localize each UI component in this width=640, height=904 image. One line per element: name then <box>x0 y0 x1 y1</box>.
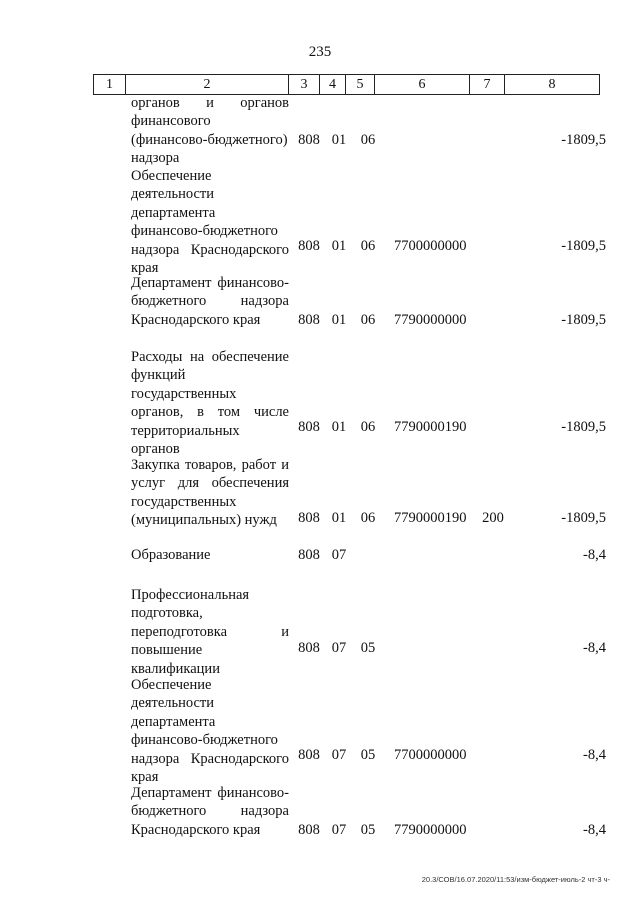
row-subsection-code: 06 <box>360 419 376 435</box>
column-header-8: 8 <box>505 75 600 95</box>
row-section-code: 07 <box>331 547 347 563</box>
row-section-code: 07 <box>331 747 347 763</box>
column-header-6: 6 <box>375 75 470 95</box>
row-ministry-code: 808 <box>298 238 320 254</box>
row-section-code: 07 <box>331 640 347 656</box>
row-ministry-code: 808 <box>298 822 320 838</box>
row-section-code: 01 <box>331 419 347 435</box>
row-target-article: 7700000000 <box>394 747 467 763</box>
column-header-7: 7 <box>470 75 505 95</box>
row-section-code: 07 <box>331 822 347 838</box>
row-ministry-code: 808 <box>298 640 320 656</box>
row-description: Закупка товаров, работ и услуг для обеспечения государственных (муниципальных) нужд <box>131 457 289 529</box>
row-description: Обеспечение деятельности департамента финансово-бюджетного надзора Краснодарского края <box>131 677 289 786</box>
row-subsection-code: 06 <box>360 510 376 526</box>
row-description: Департамент финансово-бюджетного надзора Краснодарского края <box>131 785 289 838</box>
row-amount: -8,4 <box>583 640 606 656</box>
row-amount: -8,4 <box>583 822 606 838</box>
row-amount: -1809,5 <box>561 238 606 254</box>
column-header-3: 3 <box>289 75 320 95</box>
row-description: Профессиональная подготовка, переподготовка и повышение квалификации <box>131 587 289 677</box>
column-header-2: 2 <box>126 75 289 95</box>
column-header-1: 1 <box>94 75 126 95</box>
row-section-code: 01 <box>331 132 347 148</box>
row-section-code: 01 <box>331 312 347 328</box>
row-target-article: 7790000190 <box>394 510 467 526</box>
row-description: органов и органов финансового (финансово-бюджетного) надзора <box>131 95 289 167</box>
row-amount: -1809,5 <box>561 132 606 148</box>
row-description: Расходы на обеспечение функций государственных органов, в том числе территориальных органов <box>131 349 289 458</box>
row-target-article: 7700000000 <box>394 238 467 254</box>
row-ministry-code: 808 <box>298 510 320 526</box>
row-description: Обеспечение деятельности департамента финансово-бюджетного надзора Краснодарского края <box>131 168 289 277</box>
row-subsection-code: 05 <box>360 640 376 656</box>
row-amount: -1809,5 <box>561 419 606 435</box>
row-subsection-code: 05 <box>360 822 376 838</box>
row-subsection-code: 06 <box>360 132 376 148</box>
row-amount: -8,4 <box>583 547 606 563</box>
row-subsection-code: 05 <box>360 747 376 763</box>
row-subsection-code: 06 <box>360 312 376 328</box>
row-section-code: 01 <box>331 510 347 526</box>
row-expense-type: 200 <box>482 510 504 526</box>
row-ministry-code: 808 <box>298 419 320 435</box>
footer-file-reference: 20.3/СОВ/16.07.2020/11:53/изм-бюджет-июль-2 чт-3 ч- <box>421 875 610 884</box>
row-amount: -1809,5 <box>561 510 606 526</box>
row-ministry-code: 808 <box>298 312 320 328</box>
row-description: Департамент финансово-бюджетного надзора Краснодарского края <box>131 275 289 328</box>
row-target-article: 7790000000 <box>394 312 467 328</box>
row-target-article: 7790000000 <box>394 822 467 838</box>
page-number: 235 <box>308 44 332 60</box>
row-section-code: 01 <box>331 238 347 254</box>
row-subsection-code: 06 <box>360 238 376 254</box>
column-header-4: 4 <box>320 75 346 95</box>
row-amount: -1809,5 <box>561 312 606 328</box>
row-ministry-code: 808 <box>298 747 320 763</box>
row-target-article: 7790000190 <box>394 419 467 435</box>
row-ministry-code: 808 <box>298 547 320 563</box>
row-amount: -8,4 <box>583 747 606 763</box>
column-header-table <box>93 74 600 95</box>
row-description: Образование <box>131 547 211 563</box>
column-header-5: 5 <box>346 75 375 95</box>
row-ministry-code: 808 <box>298 132 320 148</box>
